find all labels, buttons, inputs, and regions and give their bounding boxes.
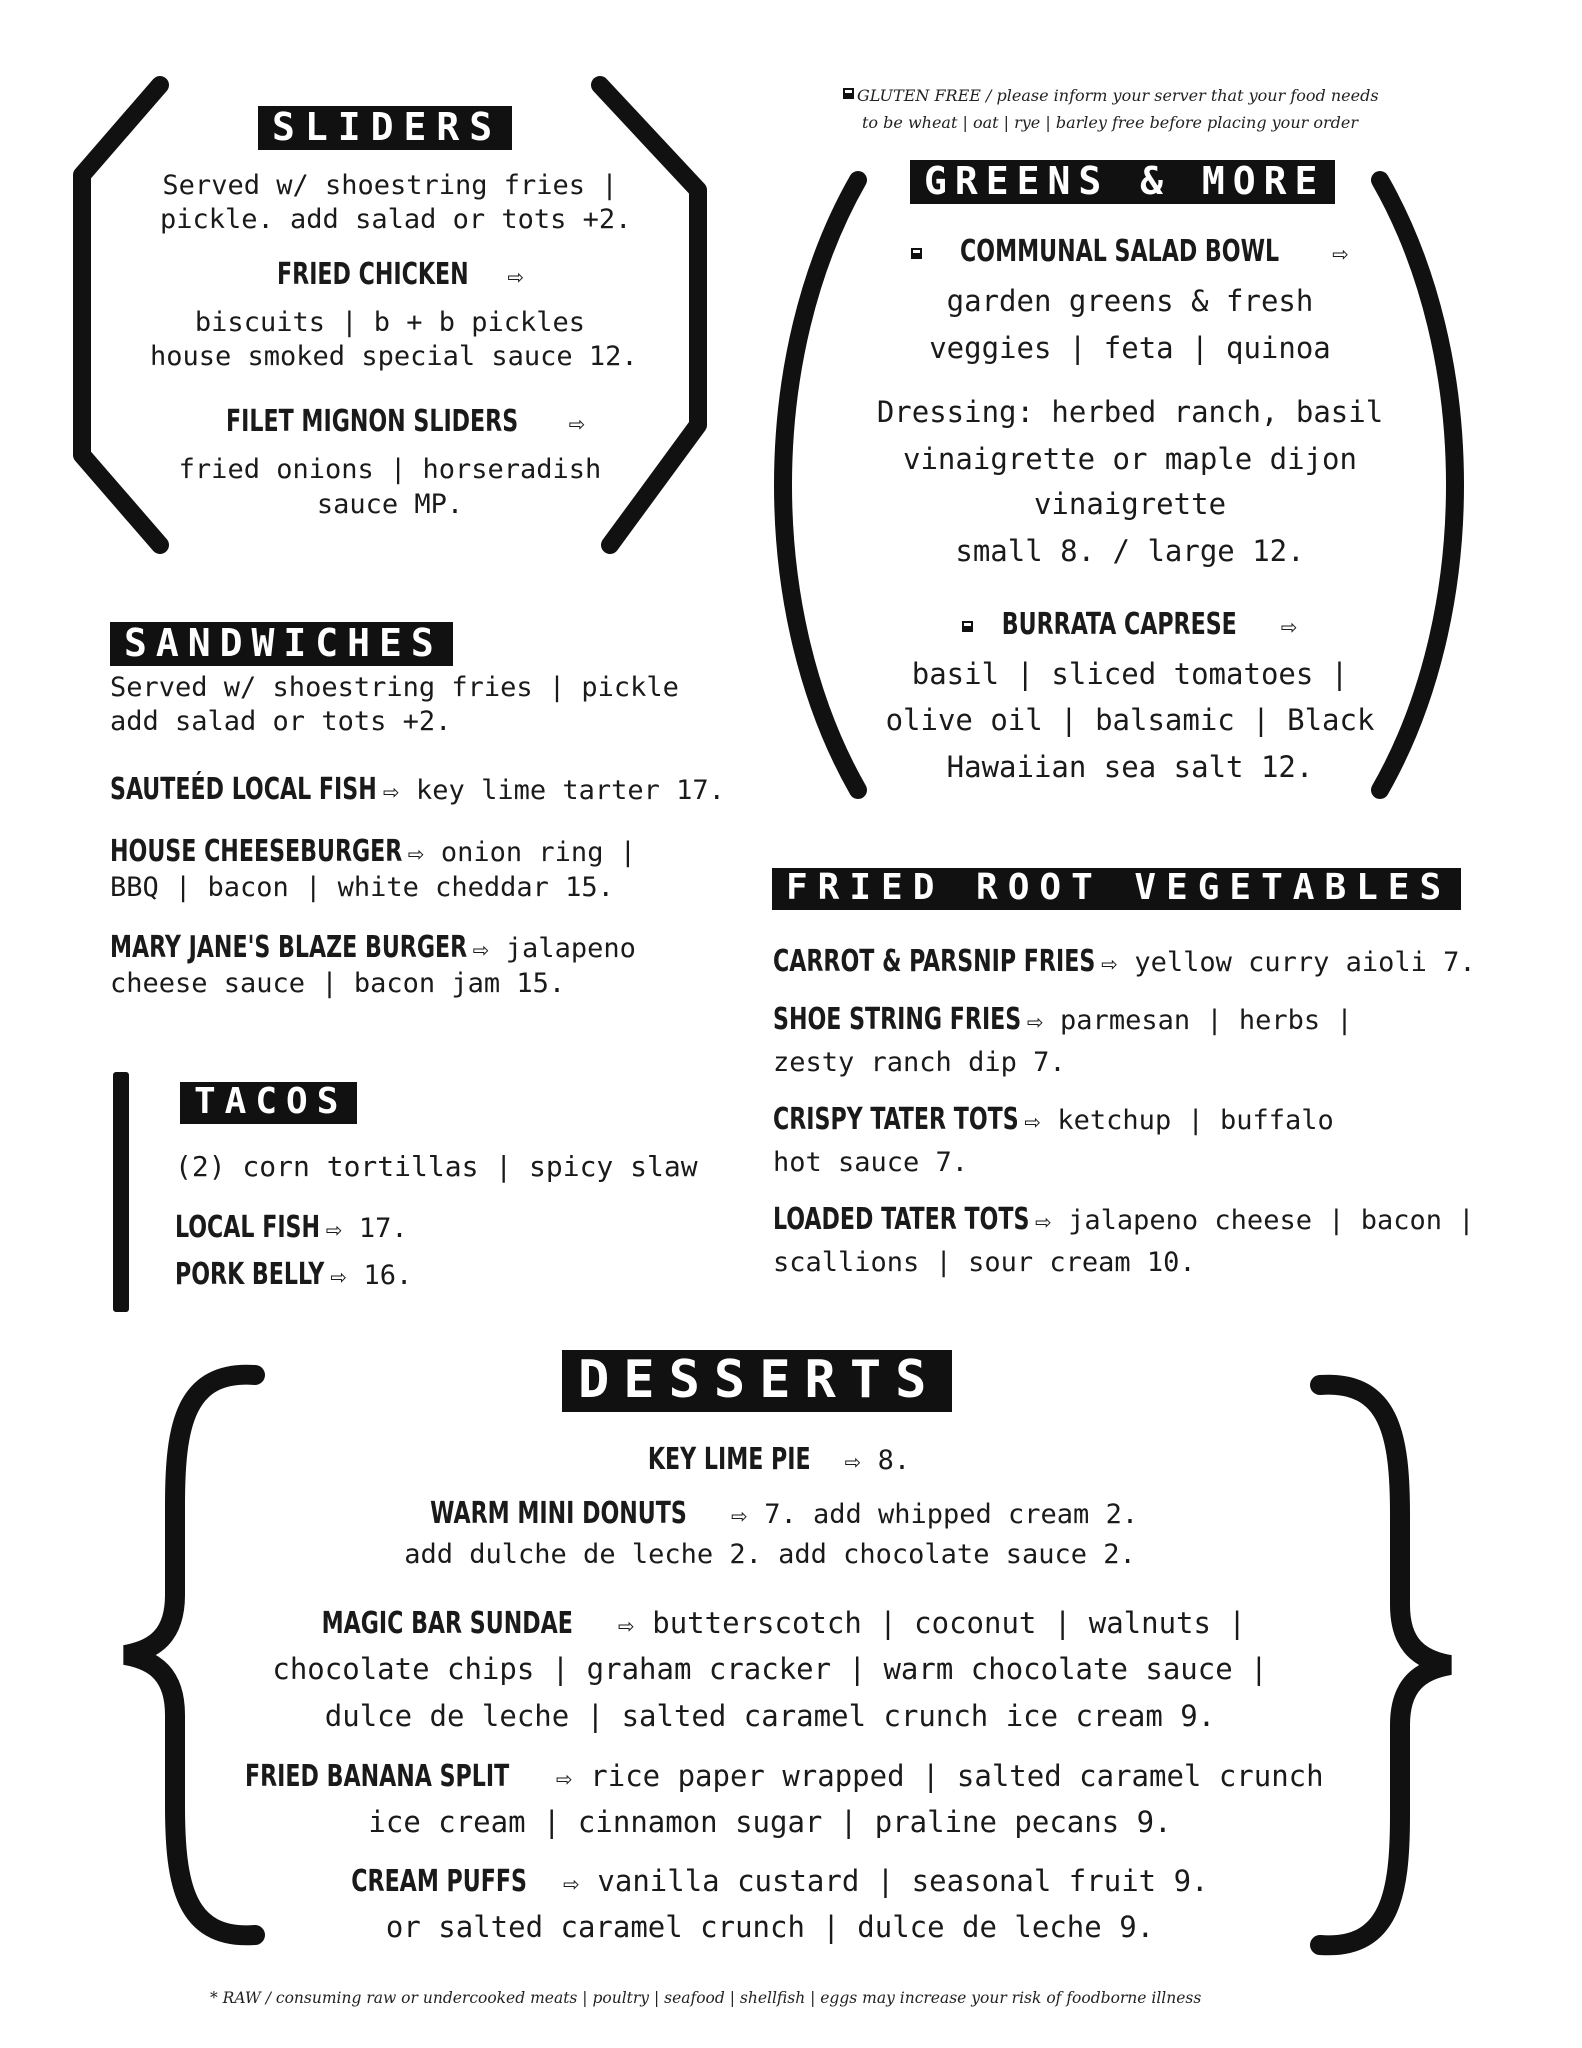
item-name: SHOE STRING FRIES [773,1002,1022,1037]
greens-burrata-line: olive oil | balsamic | Black [885,703,1375,737]
sandwich-item-local-fish [110,770,725,811]
taco-item-local-fish [175,1208,408,1249]
item-name: FILET MIGNON SLIDERS [226,404,519,439]
dessert-donuts [200,1494,1340,1535]
arrow-icon: ⇨ [407,842,425,866]
raw-consumption-note: * RAW / consuming raw or undercooked meats | poultry | seafood | shellfish | eggs may increase your risk of foodborne illness [210,1989,1202,2007]
item-desc: jalapeno [505,933,636,964]
arrow-icon: ⇨ [1024,1110,1042,1134]
item-price: 17. [358,1213,408,1244]
sandwiches-heading: SANDWICHES [110,622,453,666]
gluten-free-square-icon [962,621,973,632]
item-desc: jalapeno cheese | bacon | [1068,1205,1475,1236]
item-name: CRISPY TATER TOTS [773,1102,1019,1137]
gluten-free-note-line2: to be wheat | oat | rye | barley free before placing your order [862,113,1358,132]
item-name: CARROT & PARSNIP FRIES [773,944,1096,979]
root-item-line: hot sauce 7. [773,1147,969,1178]
item-name: COMMUNAL SALAD BOWL [960,234,1280,269]
dessert-line: dulce de leche | salted caramel crunch ice cream 9. [324,1699,1216,1733]
tacos-heading: TACOS [180,1082,357,1124]
greens-dressing-line: Dressing: herbed ranch, basil [876,395,1384,429]
desserts-heading: DESSERTS [562,1350,952,1412]
greens-dressing-line: vinaigrette [1033,487,1227,521]
dessert-line: add dulche de leche 2. add chocolate sauce 2. [404,1539,1136,1570]
dessert-cream-puffs [200,1862,1340,1903]
item-desc: butterscotch | coconut | walnuts | [652,1606,1246,1640]
dessert-line: chocolate chips | graham cracker | warm chocolate sauce | [272,1652,1268,1686]
arrow-icon: ⇨ [1035,1210,1052,1234]
arrow-icon: ⇨ [383,780,400,804]
item-name: FRIED BANANA SPLIT [245,1759,510,1794]
sandwiches-intro-line2: add salad or tots +2. [110,706,452,737]
item-name: SAUTEÉD LOCAL FISH [110,772,377,807]
sandwich-item-blaze-burger [110,928,636,969]
sandwiches-intro-line1: Served w/ shoestring fries | pickle [110,672,679,703]
greens-burrata-line: Hawaiian sea salt 12. [946,750,1314,784]
arrow-icon: ⇨ [325,1218,343,1242]
arrow-icon: ⇨ [1280,615,1298,639]
tacos-intro: (2) corn tortillas | spicy slaw [175,1150,698,1183]
arrow-icon: ⇨ [556,1767,573,1791]
fried-root-heading: FRIED ROOT VEGETABLES [772,868,1461,910]
item-name: MARY JANE'S BLAZE BURGER [110,930,468,965]
item-desc: ketchup | buffalo [1057,1105,1334,1136]
item-desc: 8. [877,1445,911,1476]
root-item-carrot-parsnip [773,942,1476,983]
sliders-item-line: fried onions | horseradish [178,454,602,485]
arrow-icon: ⇨ [568,412,586,436]
greens-salad-line: garden greens & fresh [946,284,1314,318]
arrow-icon: ⇨ [731,1504,748,1528]
item-name: FRIED CHICKEN [276,257,469,292]
sliders-item-fried-chicken [150,255,630,296]
item-desc: vanilla custard | seasonal fruit 9. [597,1864,1209,1898]
sliders-item-line: biscuits | b + b pickles [194,307,586,338]
item-name: KEY LIME PIE [647,1442,811,1477]
sandwich-item-cheeseburger [110,832,636,873]
item-desc: rice paper wrapped | salted caramel crunch [590,1759,1324,1793]
root-item-line: zesty ranch dip 7. [773,1047,1066,1078]
arrow-icon: ⇨ [507,265,525,289]
greens-dressing-line: vinaigrette or maple dijon [903,442,1357,476]
sliders-intro-line2: pickle. add salad or tots +2. [160,204,632,235]
arrow-icon: ⇨ [330,1265,348,1289]
greens-heading: GREENS & MORE [910,160,1335,204]
gluten-free-square-icon [843,88,854,99]
gluten-free-square-icon [911,248,922,259]
greens-salad-name [850,232,1410,273]
dessert-line: or salted caramel crunch | dulce de leche 9. [385,1910,1155,1944]
tacos-side-bar [113,1072,129,1312]
arrow-icon: ⇨ [844,1450,862,1474]
arrow-icon: ⇨ [1027,1010,1044,1034]
greens-burrata-line: basil | sliced tomatoes | [911,657,1349,691]
item-name: LOADED TATER TOTS [773,1202,1030,1237]
sliders-item-filet-mignon [150,402,630,443]
greens-burrata-name [850,605,1410,646]
item-name: WARM MINI DONUTS [430,1496,687,1531]
sliders-item-line: sauce MP. [316,489,464,520]
item-desc: parmesan | herbs | [1060,1005,1353,1036]
item-desc: 7. add whipped cream 2. [764,1499,1139,1530]
sliders-item-line: house smoked special sauce 12. [150,341,638,372]
arrow-icon: ⇨ [563,1872,580,1896]
item-name: MAGIC BAR SUNDAE [321,1606,573,1641]
arrow-icon: ⇨ [1101,952,1119,976]
item-name: LOCAL FISH [175,1210,321,1245]
item-name: HOUSE CHEESEBURGER [110,834,403,869]
arrow-icon: ⇨ [1332,242,1349,266]
root-item-crispy-tots [773,1100,1334,1141]
greens-dressing-price: small 8. / large 12. [955,534,1305,568]
taco-item-pork-belly [175,1255,412,1296]
sandwich-item-line: BBQ | bacon | white cheddar 15. [110,872,614,903]
item-desc: yellow curry aioli 7. [1134,947,1476,978]
item-desc: onion ring | [440,837,636,868]
item-desc: key lime tarter 17. [416,775,725,806]
arrow-icon: ⇨ [472,938,490,962]
dessert-line: ice cream | cinnamon sugar | praline pecans 9. [368,1805,1172,1839]
root-item-shoe-string [773,1000,1353,1041]
sandwich-item-line: cheese sauce | bacon jam 15. [110,968,566,999]
item-name: CREAM PUFFS [350,1864,527,1899]
dessert-key-lime [200,1440,1340,1481]
dessert-sundae [200,1604,1340,1645]
greens-salad-line: veggies | feta | quinoa [929,331,1331,365]
arrow-icon: ⇨ [618,1614,635,1638]
gluten-free-note [843,86,1379,105]
sliders-heading: SLIDERS [258,106,512,150]
sliders-intro-line1: Served w/ shoestring fries | [162,170,618,201]
dessert-banana-split [200,1757,1340,1798]
gluten-note-line1: GLUTEN FREE / please inform your server that your food needs [857,86,1379,105]
item-name: BURRATA CAPRESE [1002,607,1238,642]
item-name: PORK BELLY [175,1257,325,1292]
root-item-line: scallions | sour cream 10. [773,1247,1196,1278]
item-price: 16. [363,1260,413,1291]
root-item-loaded-tots [773,1200,1475,1241]
